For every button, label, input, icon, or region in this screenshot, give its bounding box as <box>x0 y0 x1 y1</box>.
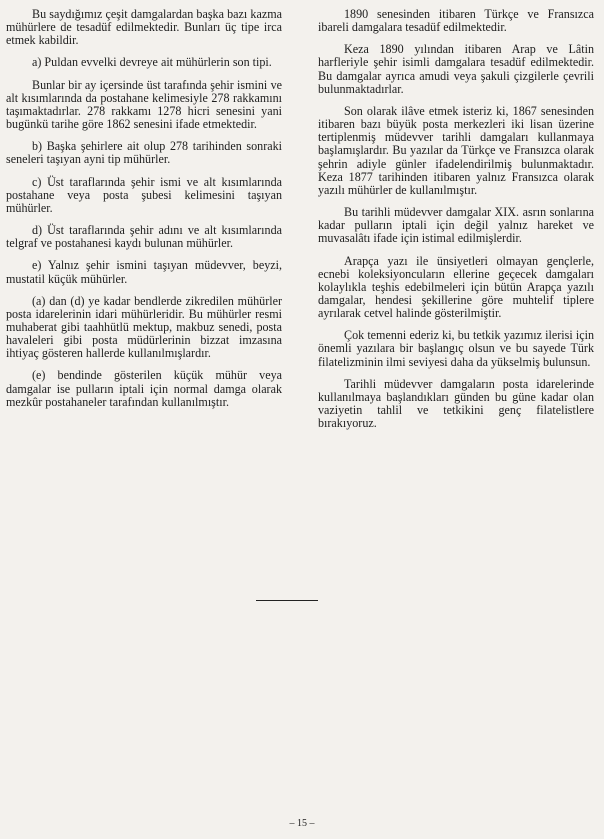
paragraph: d) Üst taraflarında şehir adını ve alt kısımlarında telgraf ve postahanesi kaydı bulunan mühürler. <box>6 223 282 251</box>
right-column <box>318 8 594 439</box>
paragraph: Çok temenni ederiz ki, bu tetkik yazımız ilerisi için önemli yazılara bir başlangıç olsun ve bu sayede Türk filatelizminin ilmi seviyesi daha da yükselmiş bulunsun. <box>318 328 594 369</box>
paragraph: e) Yalnız şehir ismini taşıyan müdevver, beyzi, mustatil küçük mühürler. <box>6 258 282 286</box>
page-number: – 15 – <box>289 818 315 829</box>
paragraph: Son olarak ilâve etmek isteriz ki, 1867 senesinden itibaren bazı büyük posta merkezleri iki lisan üzerine tertiplenmiş müdevver tarihli damgaları kullanmaya başlamışlardır. Bu yazılar da Türkçe ve Fransızca olarak şehrin adiyle günler ifadelendirilmiş bulunmaktadır. Keza 1877 tarihinden itibaren yalnız Fransızca olarak yazılı mühürler de kullanılmıştır. <box>318 103 594 197</box>
paragraph: (a) dan (d) ye kadar bendlerde zikredilen mühürler posta idarelerinin idari mühürleridir. Bu mühürler resmi muhaberat gibi taahhütlü mektup, makbuz senedi, posta havaleleri gibi posta müdürlerinin bizzat imzasına ihtiyaç gösteren hallerde kullanılmışlardır. <box>6 293 282 361</box>
paragraph: 1890 senesinden itibaren Türkçe ve Fransızca ibareli damgalara tesadüf edilmektedir. <box>318 7 594 35</box>
paragraph: Tarihli müdevver damgaların posta idarelerinde kullanılmaya başlandıkları günden bu güne kadar olan vaziyetin tahlil ve tetkikini genç filatelistlere bırakıyoruz. <box>318 376 594 431</box>
paragraph: (e) bendinde gösterilen küçük mühür veya damgalar ise pulların iptali için normal damga olarak mezkûr postahaneler tarafından kullanılmıştır. <box>6 368 282 409</box>
paragraph: Bu saydığımız çeşit damgalardan başka bazı kazma mühürlere de tesadüf edilmektedir. Bunları üç tipe irca etmek kabildir. <box>6 7 282 48</box>
paragraph: b) Başka şehirlere ait olup 278 tarihinden sonraki seneleri taşıyan ayni tip mühürler. <box>6 139 282 167</box>
paragraph: Bunlar bir ay içersinde üst tarafında şehir ismini ve alt kısımlarında da postahane kelimesiyle 278 rakkamını taşımaktadırlar. 278 rakkamı 1278 hicri senesini yani bugünkü tarihe göre 1862 senesini ifade etmektedir. <box>6 77 282 132</box>
paragraph: a) Puldan evvelki devreye ait mühürlerin son tipi. <box>32 55 272 70</box>
paragraph: c) Üst taraflarında şehir ismi ve alt kısımlarında postahane veya posta şubesi kelimesini taşıyan mühürler. <box>6 174 282 215</box>
paragraph: Keza 1890 yılından itibaren Arap ve Lâtin harfleriyle şehir isimli damgalara tesadüf edilmektedir. Bu damgalar ayrıca amudi veya şakuli çizgilerle çevrili bulunmaktadırlar. <box>318 42 594 96</box>
paragraph: Bu tarihli müdevver damgalar XIX. asrın sonlarına kadar pulların iptali için değil yalnız hareket ve muvasalâtı ifade için istimal edilmişlerdir. <box>318 205 594 246</box>
section-divider <box>256 600 318 601</box>
paragraph: Arapça yazı ile ünsiyetleri olmayan gençlerle, ecnebi koleksiyoncuların ellerine geçecek damgaları kolaylıkla teşhis edebilmeleri için bütün Arapça yazılı damgalar, hendesi şekillerine göre muhtelif tiplere ayrılarak cetvel halinde gösterilmiştir. <box>318 253 594 321</box>
left-column <box>6 8 282 418</box>
